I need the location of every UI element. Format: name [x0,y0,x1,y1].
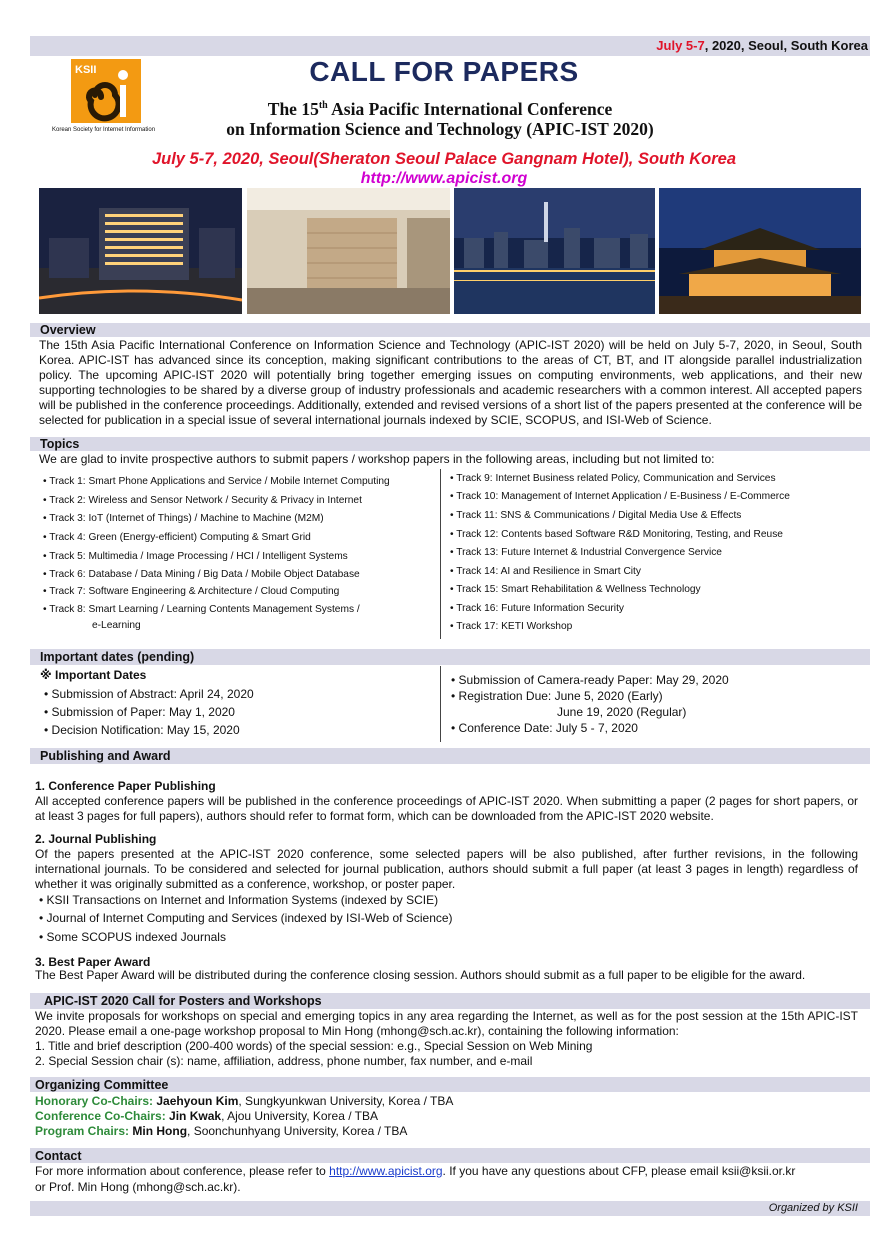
pub-s1-title: 1. Conference Paper Publishing [35,779,216,793]
track-15: • Track 15: Smart Rehabilitation & Wellness Technology [450,584,701,595]
track-16: • Track 16: Future Information Security [450,603,624,614]
track-4: • Track 4: Green (Energy-efficient) Computing & Smart Grid [43,532,311,543]
photo-hotel-night [39,188,242,314]
committee-row-honorary: Honorary Co-Chairs: Jaehyoun Kim, Sungkyunkwan University, Korea / TBA [35,1094,454,1108]
track-2: • Track 2: Wireless and Sensor Network / Security & Privacy in Internet [43,495,362,506]
track-5: • Track 5: Multimedia / Image Processing / HCI / Intelligent Systems [43,551,348,562]
track-8: • Track 8: Smart Learning / Learning Contents Management Systems / [43,604,360,615]
pub-s3-title: 3. Best Paper Award [35,955,151,969]
track-6: • Track 6: Database / Data Mining / Big Data / Mobile Object Database [43,569,360,580]
track-7: • Track 7: Software Engineering & Architecture / Cloud Computing [43,586,339,597]
journal-3: • Some SCOPUS indexed Journals [39,930,226,944]
logo-text: KSII [75,64,97,76]
topics-heading-band [30,437,870,451]
dates-divider [440,666,441,742]
journal-2: • Journal of Internet Computing and Services (indexed by ISI-Web of Science) [39,911,453,925]
topics-divider [440,469,441,639]
photo-river-city [454,188,655,314]
date-camera-ready: • Submission of Camera-ready Paper: May 29, 2020 [451,673,729,687]
photo-palace-night [659,188,861,314]
contact-heading: Contact [35,1149,82,1163]
track-14: • Track 14: AI and Resilience in Smart City [450,566,641,577]
contact-line-1: For more information about conference, please refer to http://www.apicist.org. If you have any questions about CFP, please email ksii@ksii.or.kr [35,1164,796,1178]
overview-text: The 15th Asia Pacific International Conference on Information Science and Technology (APIC-IST 2020) will be held on July 5-7, 2020, in Seoul, South Korea. APIC-IST has advanced since its conception, making significant contributions to the areas of CT, BT, and IT alongside parallel industrialization policy. The upcoming APIC-IST 2020 will potentially bring together emerging issues on computing environments, web applications, and their new supporting technologies to be shared by a diverse group of industry professionals and academic researchers with a common interest. All accepted papers will be published in the conference proceedings. Additionally, extended and revised versions of a short list of the papers presented at the conference will be selected for publication in a special issue of several international journals indexed by SCIE, SCOPUS, and ISI-Web of Science. [39,338,862,427]
topics-intro: We are glad to invite prospective authors to submit papers / workshop papers in the following areas, including but not limited to: [39,452,715,466]
track-17: • Track 17: KETI Workshop [450,621,572,632]
track-3: • Track 3: IoT (Internet of Things) / Machine to Machine (M2M) [43,513,324,524]
committee-row-conference: Conference Co-Chairs: Jin Kwak, Ajou University, Korea / TBA [35,1109,379,1123]
track-13: • Track 13: Future Internet & Industrial Convergence Service [450,547,722,558]
date-decision: • Decision Notification: May 15, 2020 [44,723,240,737]
website-link[interactable]: http://www.apicist.org [360,170,528,187]
page-title: CALL FOR PAPERS [309,56,579,87]
posters-heading: APIC-IST 2020 Call for Posters and Workshops [44,994,322,1008]
overview-heading-band [30,323,870,337]
dates-subheading: ※ Important Dates [40,668,147,682]
date-abstract: • Submission of Abstract: April 24, 2020 [44,687,254,701]
track-9: • Track 9: Internet Business related Policy, Communication and Services [450,473,776,484]
track-1: • Track 1: Smart Phone Applications and Service / Mobile Internet Computing [43,476,390,487]
committee-row-program: Program Chairs: Min Hong, Soonchunhyang University, Korea / TBA [35,1124,408,1138]
committee-heading: Organizing Committee [35,1078,169,1092]
logo-caption: Korean Society for Internet Information [52,127,156,133]
footer-band [30,1201,870,1216]
journal-1: • KSII Transactions on Internet and Information Systems (indexed by SCIE) [39,893,438,907]
track-11: • Track 11: SNS & Communications / Digital Media Use & Effects [450,510,741,521]
footer-organized: Organized by KSII [768,1202,858,1214]
date-registration: • Registration Due: June 5, 2020 (Early) [451,689,663,703]
pub-s2-title: 2. Journal Publishing [35,832,157,846]
contact-heading-band [30,1148,870,1163]
posters-item-2: 2. Special Session chair (s): name, affiliation, address, phone number, fax number, and e-mail [35,1054,533,1068]
date-conference: • Conference Date: July 5 - 7, 2020 [451,721,638,735]
track-10: • Track 10: Management of Internet Application / E-Business / E-Commerce [450,491,790,502]
date-paper: • Submission of Paper: May 1, 2020 [44,705,235,719]
pub-s2-text: Of the papers presented at the APIC-IST 2020 conference, some selected papers will be also published, after further revisions, in the following international journals. To be considered and selected for journal publication, authors should submit a full paper (at least 3 pages in length) regardless of whether it was originally submitted as a conference, workshop, or poster paper. [35,847,858,891]
conference-name: The 15th Asia Pacific International Conference on Information Science and Technology (APIC-IST 2020) [226,98,654,139]
track-8-cont: e-Learning [92,620,141,631]
dates-heading: Important dates (pending) [40,650,195,664]
venue-line: July 5-7, 2020, Seoul(Sheraton Seoul Palace Gangnam Hotel), South Korea [151,150,737,168]
photo-hotel-lobby [247,188,450,314]
pub-s1-text: All accepted conference papers will be published in the conference proceedings of APIC-IST 2020. When submitting a paper (2 pages for short papers, or at least 3 pages for full papers), authors should refer to format form, which can be downloaded from the APIC-IST 2020 website. [35,794,858,823]
pub-s3-text: The Best Paper Award will be distributed during the conference closing session. Authors should submit as a full paper to be eligible for the award. [35,968,806,982]
header-date: July 5-7, 2020, Seoul, South Korea [656,38,868,53]
date-registration-regular: June 19, 2020 (Regular) [557,705,687,719]
publishing-heading: Publishing and Award [40,749,171,763]
contact-website-link[interactable]: http://www.apicist.org [329,1164,443,1178]
overview-heading: Overview [40,323,96,337]
posters-item-1: 1. Title and brief description (200-400 words) of the special session: e.g., Special Session on Web Mining [35,1039,593,1053]
track-12: • Track 12: Contents based Software R&D Monitoring, Testing, and Reuse [450,529,783,540]
topics-heading: Topics [40,437,80,451]
contact-line-2: or Prof. Min Hong (mhong@sch.ac.kr). [35,1180,241,1194]
posters-text: We invite proposals for workshops on special and emerging topics in any area regarding the Internet, as well as for the post session at the 15th APIC-IST 2020. Please email a one-page workshop proposal to Min Hong (mhong@sch.ac.kr), containing the following information: [35,1009,858,1038]
